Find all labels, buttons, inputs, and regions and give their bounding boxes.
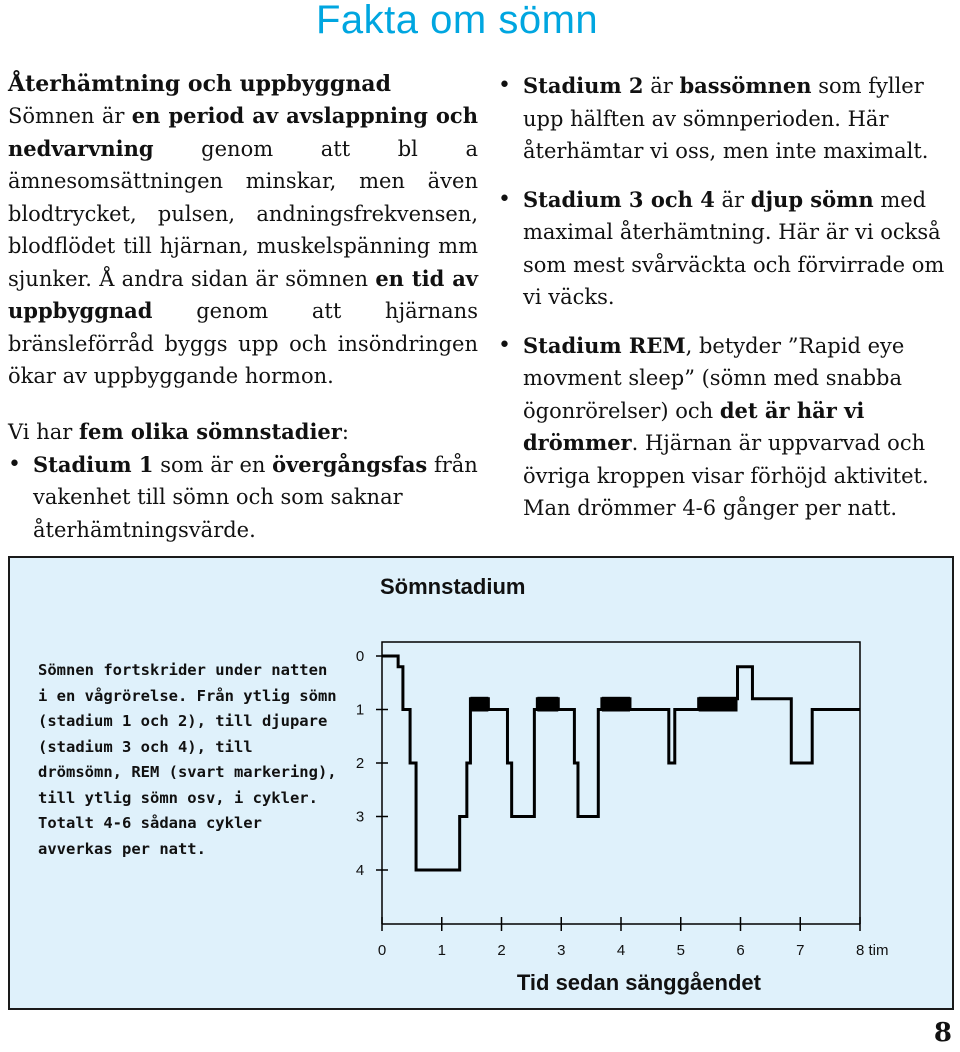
y-tick-label: 0 — [355, 648, 365, 665]
y-tick-label: 2 — [355, 755, 365, 772]
text-segment: Vi har — [8, 419, 79, 444]
right-column — [498, 70, 958, 541]
hypnogram-line — [382, 656, 860, 870]
left-stage-list — [8, 449, 478, 547]
sleep-stage-infobox — [8, 556, 954, 1010]
x-tick-label: 0 — [377, 942, 387, 959]
page-number: 8 — [933, 1018, 952, 1048]
y-tick-label: 4 — [355, 862, 365, 879]
x-tick-label: 2 — [497, 942, 506, 959]
right-stage-list — [498, 70, 958, 525]
x-tick-label: 1 — [437, 942, 446, 959]
plot-frame — [382, 642, 860, 924]
x-tick-label: 5 — [676, 942, 685, 959]
x-tick-label: 6 — [736, 942, 745, 959]
y-tick-label: 1 — [355, 701, 365, 719]
stage-bullet — [498, 184, 958, 314]
text-segment: . Hjärnan är uppvarvad och övriga kroppen visar förhöjd aktivitet. Man drömmer 4-6 gånger per natt. — [523, 431, 929, 520]
hypnogram-chart — [10, 558, 956, 1012]
bold-text-segment: övergångsfas — [272, 451, 428, 477]
intro-paragraph — [8, 100, 478, 393]
chart-title: Sömnstadium — [380, 574, 526, 599]
section-heading: Återhämtning och uppbyggnad — [8, 71, 391, 97]
left-column — [8, 68, 478, 546]
text-segment: är — [643, 74, 680, 98]
y-tick-label: 3 — [355, 808, 365, 826]
infobox-text: Sömnen fortskrider under natten i en vågrörelse. Från ytlig sömn (stadium 1 och 2), till djupare (stadium 3 och 4), till drömsömn, REM (svart markering), till ytlig sömn osv, i cykler. Totalt 4-6 sådana cykler avverkas per natt. — [38, 661, 337, 858]
text-segment: med maximal återhämtning. Här är vi också som mest svårväckta och förvirrade om vi väcks. — [523, 187, 945, 309]
bold-text-segment: djup sömn — [750, 186, 874, 212]
x-tick-label: 4 — [616, 942, 626, 959]
bold-text-segment: Stadium 1 — [33, 451, 154, 477]
bold-text-segment: Stadium REM — [523, 332, 686, 358]
bold-text-segment: bassömnen — [679, 73, 812, 98]
x-tick-label: 8 tim — [856, 942, 889, 959]
bold-text-segment: det är här vi drömmer — [523, 397, 865, 455]
text-segment: genom att hjärnans bränsleförråd byggs upp och insöndringen ökar av uppbyggande hormon. — [8, 299, 478, 388]
page-title: Fakta om sömn — [316, 0, 599, 42]
stage-bullet — [498, 70, 958, 168]
stages-intro — [8, 415, 478, 449]
x-tick-label: 3 — [557, 942, 566, 959]
stage-bullet — [498, 330, 958, 525]
bold-text-segment: en tid av uppbyggnad — [8, 265, 478, 323]
bold-text-segment: fem olika sömnstadier — [78, 418, 342, 444]
bold-text-segment: en period av avslappning och nedvarvning — [8, 103, 478, 161]
bold-text-segment: Stadium 3 och 4 — [523, 186, 715, 212]
text-segment: , betyder ”Rapid eye movment sleep” (sömn med snabba ögonrörelser) och — [523, 333, 905, 423]
text-segment: från vakenhet till sömn och som saknar återhämtningsvärde. — [33, 452, 478, 542]
text-segment: som är en — [153, 452, 273, 477]
text-segment: : — [341, 419, 349, 444]
text-segment: Sömnen är — [8, 104, 132, 128]
text-segment: som fyller upp hälften av sömnperioden. Här återhämtar vi oss, men inte maximalt. — [523, 74, 929, 163]
text-segment: är — [714, 187, 751, 212]
text-segment: genom att bl a ämnesomsättningen minskar, men även blodtrycket, pulsen, andningsfrekvensen, blodflödet till hjärnan, muskelspänning mm sjunker. Å andra sidan är sömnen — [8, 136, 478, 291]
x-axis-title: Tid sedan sänggåendet — [516, 970, 761, 995]
bold-text-segment: Stadium 2 — [523, 73, 644, 98]
x-tick-label: 7 — [796, 942, 805, 959]
stage-bullet — [8, 449, 478, 547]
